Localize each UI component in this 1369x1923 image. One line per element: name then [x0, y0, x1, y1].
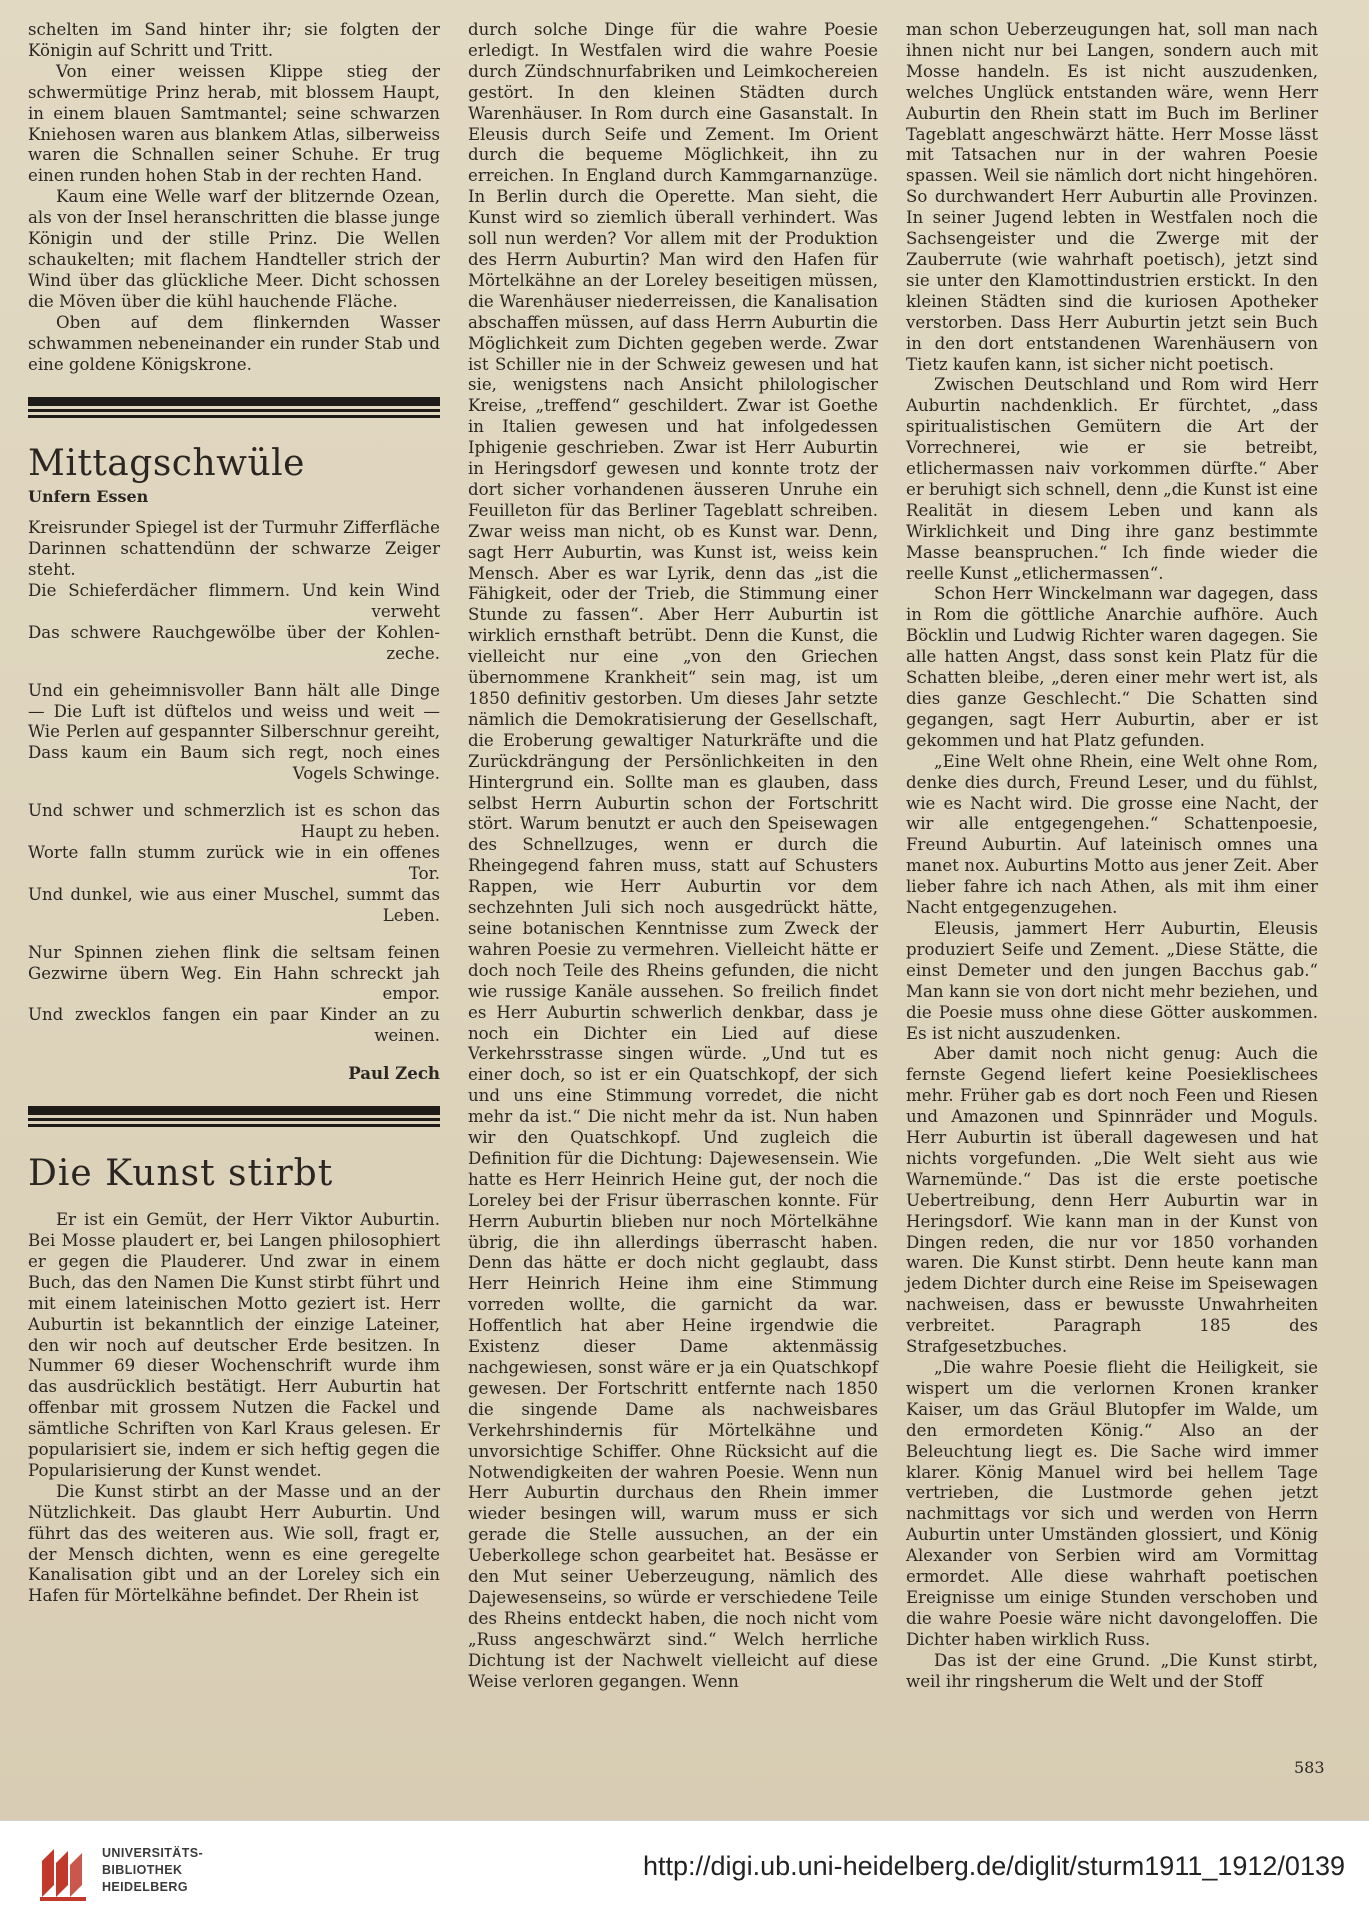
library-name-line: HEIDELBERG: [102, 1880, 188, 1894]
text-paragraph: Er ist ein Gemüt, der Herr Viktor Auburtin. Bei Mosse plaudert er, bei Langen philosophiert er gegen die Plauderer. Und zwar in einem Buch, das den Namen Die Kunst stirbt führt und mit einem lateinischen Motto geziert ist. Herr Auburtin ist bekanntlich der einzige Lateiner, den wir noch auf deutscher Erde besitzen. In Nummer 69 dieser Wochenschrift wurde ihm das ausdrücklich bestätigt. Herr Auburtin hat offenbar mit grossem Nutzen die Fackel und sämtliche Schriften von Karl Kraus gelesen. Er popularisiert sie, indem er sich heftig gegen die Popularisierung der Kunst wendet.: [28, 1210, 440, 1480]
poem-line: Darinnen schattendünn der schwarze Zeiger steht.: [28, 539, 440, 580]
poem-line: Leben.: [382, 905, 440, 925]
poem-line: Das schwere Rauchgewölbe über der Kohlen-: [28, 622, 440, 642]
column-right: [906, 20, 1318, 1693]
column-left: [28, 20, 440, 1607]
column-middle: [468, 20, 878, 1693]
library-footer: [0, 1820, 1369, 1923]
poem-line: — Die Luft ist düftelos und weiss und weit —: [28, 701, 440, 721]
section-divider: [28, 397, 440, 419]
library-name-line: BIBLIOTHEK: [102, 1863, 183, 1877]
poem-line: Vogels Schwinge.: [292, 764, 440, 784]
poem-stanza: [28, 943, 440, 1048]
text-paragraph: Das ist der eine Grund. „Die Kunst stirbt, weil ihr ringsherum die Welt und der Stoff: [906, 1650, 1318, 1691]
text-paragraph: Zwischen Deutschland und Rom wird Herr Auburtin nachdenklich. Er fürchtet, „dass spiritualistischen Gemütern die Art der Vorrechnerei, wie er sie betreibt, etlichermassen naiv vorkommen dürfte.“ Aber er beruhigt sich schnell, denn „die Kunst ist eine Realität in diesem Leben und kann als Wirklichkeit und Ding ihre ganz bestimmte Masse beanspruchen.“ Ich finde wieder die reelle Kunst „etlichermassen“.: [906, 375, 1318, 583]
text-paragraph: Die Kunst stirbt an der Masse und an der Nützlichkeit. Das glaubt Herr Auburtin. Und führt das des weiteren aus. Wie soll, fragt er, der Mensch dichten, wenn es eine geregelte Kanalisation gibt und an der Loreley sich ein Hafen für Mörtelkähne befindet. Der Rhein ist: [28, 1481, 440, 1606]
poem-subtitle: Unfern Essen: [28, 487, 149, 507]
poem-line: empor.: [382, 984, 440, 1004]
text-paragraph: „Eine Welt ohne Rhein, eine Welt ohne Rom, denke dies durch, Freund Leser, und du fühlst, wie es Nacht wird. Die grosse eine Nacht, der wir alle entgegengehen.“ Schattenpoesie, Freund Auburtin. Auf lateinisch omnes una manet nox. Auburtins Motto aus jener Zeit. Aber lieber fahre ich nach Athen, als mit ihm einer Nacht entgegenzugehen.: [906, 751, 1318, 918]
library-logo-icon: [36, 1841, 94, 1903]
poem-line: Und schwer und schmerzlich ist es schon das: [28, 801, 440, 821]
text-paragraph: Kaum eine Welle warf der blitzernde Ozean, als von der Insel heranschritten die blasse junge Königin und der stille Prinz. Die Wellen schaukelten; mit flachem Handteller strich der Wind über das glückliche Meer. Dicht schossen die Möven über die kühl hauchende Fläche.: [28, 187, 440, 311]
text-paragraph: man schon Ueberzeugungen hat, soll man nach ihnen nicht nur bei Langen, sondern auch mit Mosse handeln. Es ist nicht auszudenken, welches Unglück entstanden wäre, wenn Herr Auburtin den Rhein statt im Buch im Berliner Tageblatt angeschwärzt hätte. Herr Mosse lässt mit Tatsachen nur in der wahren Poesie spassen. Weil sie nämlich dort nicht hingehören. So durchwandert Herr Auburtin alle Provinzen. In seiner Jugend lebten in Westfalen noch die Sachsengeister und die Zwerge mit der Zauberrute (wie wahrhaft poetisch), jetzt sind sie unter den Klamottindustrien erstickt. In den kleinen Städten sind die kuriosen Apotheker verstorben. Dass Herr Auburtin jetzt sein Buch in den dort entstandenen Warenhäusern von Tietz kaufen kann, ist sicher nicht poetisch.: [906, 20, 1318, 374]
section-divider: [28, 1106, 440, 1128]
poem-line: Wie Perlen auf gespannter Silberschnur gereiht,: [28, 722, 440, 742]
poem-line: Und zwecklos fangen ein paar Kinder an zu: [28, 1005, 440, 1025]
essay-title: Die Kunst stirbt: [28, 1153, 334, 1195]
poem-stanza: [28, 681, 440, 786]
poem-author: Paul Zech: [348, 1063, 440, 1084]
text-paragraph: „Die wahre Poesie flieht die Heiligkeit, sie wispert um die verlornen Kronen kranker Kaiser, um das Gräul Blutopfer im Walde, um den ermordeten König.“ Also an der Beleuchtung liegt es. Die Sache wird immer klarer. König Manuel wird bei hellem Tage vertrieben, die Lustmorde gehen jetzt nachmittags vor sich und werden von Herrn Auburtin unter Umständen glossiert, und König Alexander von Serbien wird am Vormittag ermordet. Alle diese wahrhaft poetischen Ereignisse um einige Stunden verschoben und die wahre Poesie wäre nicht davongeloffen. Die Dichter haben wirklich Russ.: [906, 1358, 1318, 1649]
text-paragraph: Schon Herr Winckelmann war dagegen, dass in Rom die göttliche Anarchie aufhöre. Auch Böcklin und Ludwig Richter waren dagegen. Sie alle hatten Angst, dass sonst kein Platz für die Schatten bleibe, „deren einer mehr wert ist, als dies ganze Geschlecht.“ Die Schatten sind gegangen, sagt Herr Auburtin, aber er ist gekommen und hat Platz gefunden.: [906, 584, 1318, 750]
poem-line: Und dunkel, wie aus einer Muschel, summt das: [28, 884, 440, 904]
text-paragraph: schelten im Sand hinter ihr; sie folgten der Königin auf Schritt und Tritt.: [28, 20, 440, 60]
library-name-line: UNIVERSITÄTS-: [102, 1846, 204, 1860]
poem-line: verweht: [371, 601, 440, 621]
poem-stanza: [28, 801, 440, 926]
poem-line: weinen.: [374, 1026, 440, 1046]
poem-line: Haupt zu heben.: [300, 822, 440, 842]
poem-line: Nur Spinnen ziehen flink die seltsam feinen: [28, 942, 440, 962]
text-paragraph: Eleusis, jammert Herr Auburtin, Eleusis produziert Seife und Zement. „Diese Stätte, die einst Demeter und den jungen Bacchus gab.“ Man kann sie von dort nicht mehr beziehen, und die Poesie muss ohne diese Götter auskommen. Es ist nicht auszudenken.: [906, 918, 1318, 1043]
poem-line: Tor.: [408, 863, 440, 883]
poem-line: Worte falln stumm zurück wie in ein offenes: [28, 843, 440, 862]
poem-line: Gezwirne übern Weg. Ein Hahn schreckt jah: [28, 963, 440, 983]
poem-line: Die Schieferdächer flimmern. Und kein Wind: [28, 581, 440, 601]
text-paragraph: durch solche Dinge für die wahre Poesie erledigt. In Westfalen wird die wahre Poesie durch Zündschnurfabriken und Leimkochereien gestört. In den kleinen Städten durch Warenhäuser. In Rom durch eine Gasanstalt. In Eleusis durch Seife und Zement. Im Orient durch die bequeme Möglichkeit, ihn zu erreichen. In England durch Kammgarnanzüge. In Berlin durch die Operette. Man sieht, die Kunst wird so ziemlich überall verhindert. Was soll nun werden? Vor allem mit der Produktion des Herrn Auburtin? Man wird den Hafen für Mörtelkähne an der Loreley beseitigen müssen, die Warenhäuser niederreissen, die Kanalisation abschaffen müssen, auf dass Herrn Auburtin die Möglichkeit zum Dichten gegeben werde. Zwar ist Schiller nie in der Schweiz gewesen und hat sie, wenigstens nach Ansicht philologischer Kreise, „treffend“ geschildert. Zwar ist Goethe in Italien gewesen und hat infolgedessen Iphigenie geschrieben. Zwar ist Herr Auburtin in Heringsdorf gewesen und konnte trotz der dort sicher vorhandenen äusseren Unruhe ein Feuilleton für das Berliner Tageblatt schreiben. Zwar weiss man nicht, ob es Kunst war. Denn, sagt Herr Auburtin, was Kunst ist, weiss kein Mensch. Aber es war Lyrik, denn das „ist die Fähigkeit, oder der Trieb, die Stimmung einer Stunde zu fassen“. Aber Herr Auburtin ist wirklich ernsthaft betrübt. Denn die Kunst, die vielleicht nur eine „von den Griechen übernommene Krankheit“ sein mag, ist um 1850 definitiv gestorben. Um dieses Jahr setzte nämlich die Demokratisierung der Gesellschaft, die Eroberung gewaltiger Naturkräfte und die Zurückdrängung der Persönlichkeiten in den Hintergrund ein. Sollte man es glauben, dass selbst Herrn Auburtin schon der Fortschritt stört. Warum benutzt er auch den Speisewagen des Schnellzuges, wenn er durch die Rheingegend fahren muss, statt auf Schusters Rappen, wie Herr Auburtin vor dem sechzehnten Juli sich noch ausgedrückt hätte, seine botanischen Kenntnisse zum Zweck der wahren Poesie zu vermehren. Vielleicht hätte er doch noch Teile des Rheins gefunden, die nicht wie russige Kanäle aussehen. So freilich findet es Herr Auburtin schwerlich denkbar, dass je noch ein Dichter ein Lied auf diese Verkehrsstrasse singen würde. „Und tut es einer doch, so ist er ein Quatschkopf, der sich und uns eine Stimmung vorredet, die nicht mehr da ist.“ Die nicht mehr da ist. Nun haben wir den Quatschkopf. Und zugleich die Definition für die Dichtung: Dajewesensein. Wie hatte es Herr Heinrich Heine gut, der noch die Loreley bei der Frisur überraschen konnte. Für Herrn Auburtin blieben nur noch Mörtelkähne übrig, die ihn allerdings überrascht haben. Denn das hätte er doch nicht geglaubt, dass Herr Heinrich Heine ihm eine Stimmung vorreden wollte, die garnicht da war. Hoffentlich hat aber Heine irgendwie die Existenz dieser Dame aktenmässig nachgewiesen, sonst wäre er ja ein Quatschkopf gewesen. Der Fortschritt entfernte nach 1850 die singende Dame als nachweisbares Verkehrshindernis für Mörtelkähne und unvorsichtige Schiffer. Ohne Rücksicht auf die Notwendigkeiten der wahren Poesie. Wenn nun Herr Auburtin durchaus den Rhein immer wieder besingen will, warum muss er sich gerade die Stelle aussuchen, an der ein Ueberkollege schon gearbeitet hat. Besässe er den Mut seiner Ueberzeugung, nämlich des Dajewesenseins, so würde er verschiedene Teile des Rheins entdeckt haben, die noch nicht vom „Russ angeschwärzt sind.“ Welch herrliche Dichtung ist der Nachwelt vielleicht auf diese Weise verloren gegangen. Wenn: [468, 20, 878, 1691]
poem-line: Kreisrunder Spiegel ist der Turmuhr Zifferfläche: [28, 518, 440, 538]
poem-line: Und ein geheimnisvoller Bann hält alle Dinge: [28, 680, 440, 700]
poem-line: Dass kaum ein Baum sich regt, noch eines: [28, 743, 440, 763]
source-url[interactable]: http://digi.ub.uni-heidelberg.de/diglit/sturm1911_1912/0139: [643, 1851, 1345, 1881]
poem-title: Mittagschwüle: [28, 443, 305, 485]
poem-stanza: [28, 518, 440, 664]
text-paragraph: Von einer weissen Klippe stieg der schwermütige Prinz herab, mit blossem Haupt, in einem blauen Samtmantel; seine schwarzen Kniehosen waren aus blankem Atlas, silberweiss waren die Schnallen seiner Schuhe. Er trug einen runden hohen Stab in der rechten Hand.: [28, 61, 440, 186]
text-paragraph: Oben auf dem flinkernden Wasser schwammen nebeneinander ein runder Stab und eine goldene Königskrone.: [28, 312, 440, 374]
poem-line: zeche.: [386, 643, 440, 663]
library-name: [102, 1845, 203, 1896]
page-number: 583: [1294, 1758, 1325, 1777]
text-paragraph: Aber damit noch nicht genug: Auch die fernste Gegend liefert keine Poesieklischees mehr. Früher gab es dort noch Feen und Riesen und Amazonen und Spinnräder und Moguls. Herr Auburtin ist überall dagewesen und hat nichts vorgefunden. „Die Welt sieht aus wie Warnemünde.“ Das ist die erste poetische Uebertreibung, denn Herr Auburtin war in Heringsdorf. Wie kann man in der Kunst von Dingen reden, die nur vor 1850 vorhanden waren. Die Kunst stirbt. Denn heute kann man jedem Dichter durch eine Reise im Speisewagen nachweisen, dass er bewusste Unwahrheiten verbreitet. Paragraph 185 des Strafgesetzbuches.: [906, 1044, 1318, 1357]
